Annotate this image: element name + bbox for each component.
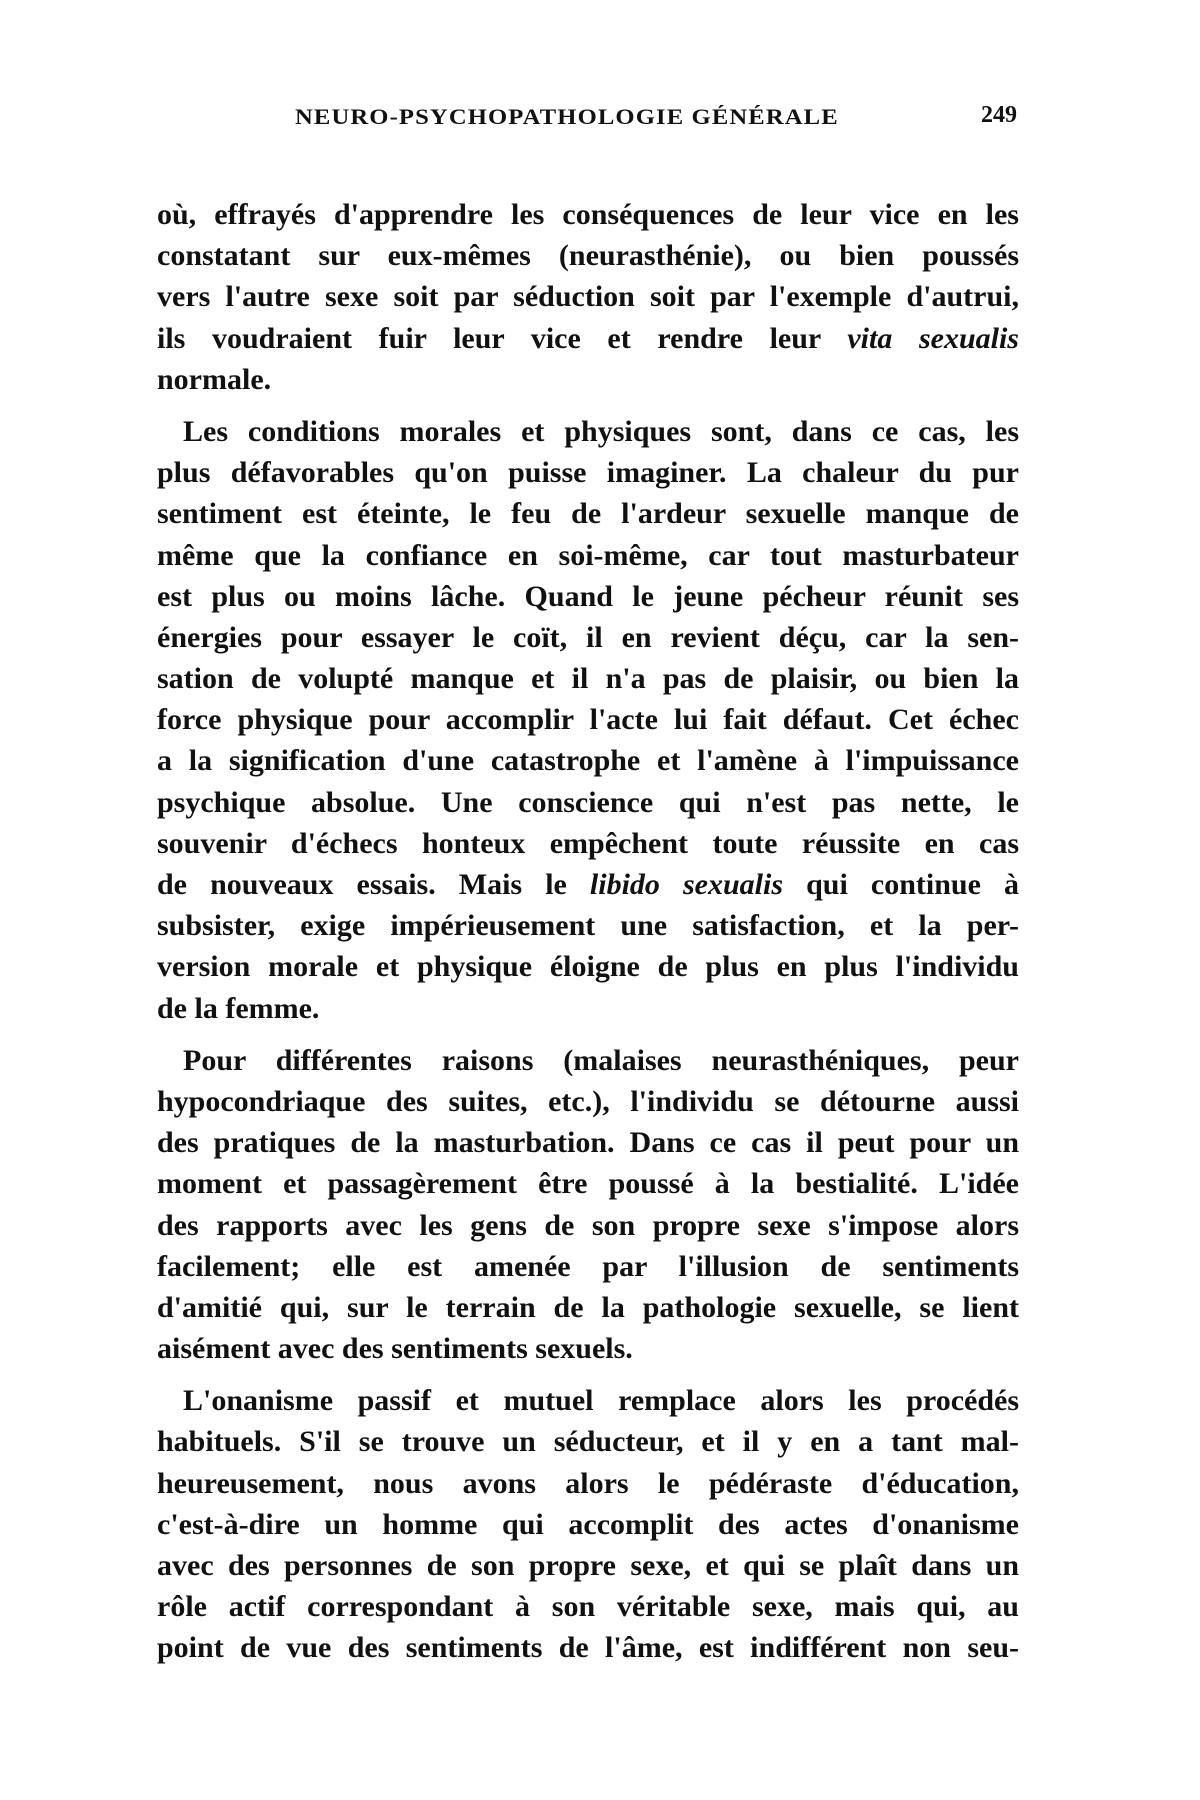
text-line — [157, 782, 1019, 823]
text-line — [157, 493, 1019, 534]
text-line — [157, 235, 1019, 276]
text-segment: souvenir d'échecs honteux empêchent toute réussite en cas — [157, 826, 1019, 860]
text-line — [157, 740, 1019, 781]
text-line — [157, 1627, 1019, 1668]
text-line — [157, 576, 1019, 617]
text-segment: de nouveaux essais. Mais le — [157, 868, 590, 901]
paragraph — [157, 1380, 1019, 1668]
text-segment: aisément avec des sentiments sexuels. — [157, 1332, 633, 1366]
text-line — [157, 452, 1019, 493]
text-line — [157, 1205, 1019, 1246]
text-segment: moment et passagèrement être poussé à la bestialité. L'idée — [157, 1167, 1019, 1201]
text-segment: sentiment est éteinte, le feu de l'ardeur sexuelle manque de — [157, 497, 1019, 531]
paragraph — [157, 1040, 1019, 1370]
text-segment: où, effrayés d'apprendre les conséquences de leur vice en les — [157, 198, 1019, 231]
text-segment: subsister, exige impérieusement une satisfaction, et la per- — [157, 909, 1019, 943]
text-line — [157, 359, 1019, 400]
text-line — [157, 1328, 1019, 1369]
text-segment: plus défavorables qu'on puisse imaginer. La chaleur du pur — [157, 456, 1019, 490]
text-line — [157, 194, 1019, 235]
text-segment: rôle actif correspondant à son véritable sexe, mais qui, au — [157, 1590, 1019, 1624]
text-segment: Les conditions morales et physiques sont, dans ce cas, les — [183, 414, 1019, 448]
text-segment: qui continue à — [783, 868, 1019, 901]
italic-phrase: libido sexualis — [589, 868, 784, 901]
text-line — [157, 946, 1019, 987]
text-segment: est plus ou moins lâche. Quand le jeune pécheur réunit ses — [157, 579, 1019, 613]
paragraph — [157, 411, 1019, 1029]
text-segment: facilement; elle est amenée par l'illusion de sentiments — [157, 1249, 1019, 1283]
text-segment: psychique absolue. Une conscience qui n'est pas nette, le — [157, 785, 1019, 819]
text-segment: vers l'autre sexe soit par séduction soit par l'exemple d'autrui, — [157, 280, 1019, 314]
text-line — [157, 1463, 1019, 1504]
text-line — [157, 276, 1019, 317]
italic-phrase: vita sexualis — [847, 321, 1019, 355]
text-segment: d'amitié qui, sur le terrain de la pathologie sexuelle, se lient — [157, 1290, 1019, 1324]
text-line — [157, 1287, 1019, 1328]
text-segment: des pratiques de la masturbation. Dans ce cas il peut pour un — [157, 1126, 1019, 1160]
text-segment: hypocondriaque des suites, etc.), l'individu se détourne aussi — [157, 1084, 1019, 1118]
text-line — [157, 1040, 1019, 1081]
text-segment: même que la confiance en soi-même, car tout masturbateur — [157, 538, 1019, 572]
text-segment: force physique pour accomplir l'acte lui fait défaut. Cet échec — [157, 703, 1019, 737]
text-segment: constatant sur eux-mêmes (neurasthénie), ou bien poussés — [157, 239, 1019, 273]
paragraph — [157, 194, 1019, 400]
text-line — [157, 535, 1019, 576]
text-line — [157, 1122, 1019, 1163]
text-line — [157, 905, 1019, 946]
text-segment: sation de volupté manque et il n'a pas de plaisir, ou bien la — [157, 662, 1019, 696]
text-segment: énergies pour essayer le coït, il en revient déçu, car la sen- — [157, 620, 1019, 654]
text-line — [157, 1586, 1019, 1627]
text-line — [157, 1380, 1019, 1421]
text-segment: avec des personnes de son propre sexe, et qui se plaît dans un — [157, 1549, 1019, 1582]
running-title: NEURO-PSYCHOPATHOLOGIE GÉNÉRALE — [295, 104, 839, 129]
text-line — [157, 411, 1019, 452]
text-line — [157, 823, 1019, 864]
text-segment: des rapports avec les gens de son propre sexe s'impose alors — [157, 1208, 1019, 1242]
page-number: 249 — [981, 102, 1017, 128]
text-segment: de la femme. — [157, 991, 320, 1025]
text-segment: ils voudraient fuir leur vice et rendre leur — [157, 321, 848, 355]
running-head — [157, 104, 1017, 136]
text-segment: Pour différentes raisons (malaises neurasthéniques, peur — [183, 1043, 1019, 1077]
text-line — [157, 658, 1019, 699]
text-line — [157, 1504, 1019, 1545]
text-segment: c'est-à-dire un homme qui accomplit des actes d'onanisme — [157, 1507, 1019, 1541]
text-line — [157, 1081, 1019, 1122]
text-segment: L'onanisme passif et mutuel remplace alors les procédés — [183, 1384, 1019, 1418]
text-segment: heureusement, nous avons alors le pédéraste d'éducation, — [157, 1466, 1019, 1500]
text-line — [157, 1163, 1019, 1204]
text-segment: point de vue des sentiments de l'âme, est indifférent non seu- — [157, 1631, 1019, 1665]
text-line — [157, 988, 1019, 1029]
text-segment: habituels. S'il se trouve un séducteur, et il y en a tant mal- — [157, 1425, 1019, 1459]
text-line — [157, 1246, 1019, 1287]
text-segment: version morale et physique éloigne de plus en plus l'individu — [157, 950, 1019, 984]
text-segment: normale. — [157, 362, 272, 396]
text-line — [157, 699, 1019, 740]
body-text — [157, 194, 1019, 1669]
text-line — [157, 864, 1019, 905]
text-line — [157, 318, 1019, 359]
text-line — [157, 1421, 1019, 1462]
text-line — [157, 1545, 1019, 1586]
text-line — [157, 617, 1019, 658]
text-segment: a la signification d'une catastrophe et l'amène à l'impuissance — [157, 744, 1019, 778]
